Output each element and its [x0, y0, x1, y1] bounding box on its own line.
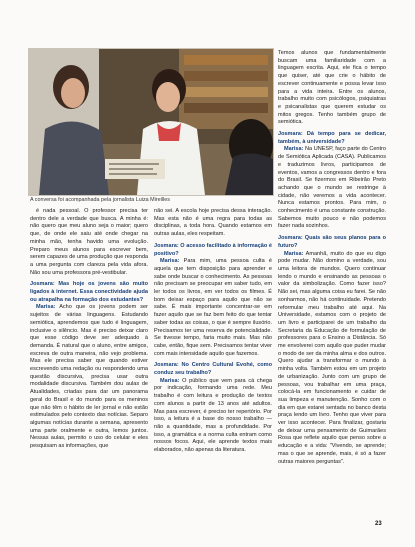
answer-paragraph — [154, 258, 272, 358]
answer-speaker: Marisa: — [284, 146, 304, 153]
column-3-paragraph: Temos alunos que fundamentalmente buscam uma familiaridade com a linguagem escrita. Aqui, ele fica o tempo que quiser, até que crie o hábito de escrever continuamente e possa levar isso para a vida inteira. Entre os alunos, trabalho muito com psicólogos, psiquiatras e psicanalistas que querem estudar os mitos gregos. Tenho também grupo de semiótica. — [278, 50, 386, 126]
answer-text: Para mim, uma pessoa culta é aquela que tem disposição para aprender e sabe onde buscar o conhecimento. As pessoas não precisam se preocupar em saber tudo, em ler todos os livros, em ver todos os filmes. É bom deixar espaço para aquilo que não se sabe. É mais importante concentrar-se em fazer aquilo que se faz bem feito do que tentar saber todas as coisas, o que é sempre ilusório. Precisamos ter uma reserva de potencialidade. Se tivesse tempo, faria muito mais. Mas não cabe, então, fique sem. Precisamos tentar viver com mais intensidade aquilo que fazemos. — [154, 258, 272, 357]
answer-text: Amanhã, muito do que eu digo pode mudar. Não domino a verdade, sou uma leitora de mundos. Quero continuar lendo o mundo e ensinando as pessoas o valor da simbolização. Como fazer isso? Não sei, mas alguma coisa eu farei. Se não sonharmos, não há continuidade. Pretendo reformular meu trabalho até aqui. Na Universidade, estamos com o projeto de um livro e participarei de um trabalho da Secretaria da Educação de formulação de professores para o Ensino a Distância. Só me envolverei com aquilo que puder mudar o modo de ser da minha alma e dos outros. Quero ajudar a transformar o mundo à minha volta. Também estou em um projeto de urbanização. Junto com um grupo de pessoas, vou trabalhar em uma praça, colocá-la em funcionamento e cuidar de sua limpeza e manutenção. Sonho com o dia em que estarei sentada no banco desta praça lendo um livro. Tenho que viver para ver isso acontecer. Para finalizar, gostaria de deixar uma pensamento de Guimarães Rosa que reflete aquilo que penso sobre a educação e a vida: "Vivendo, se aprende; mas o que se aprende, mais, é só a fazer outras maiores perguntas". — [278, 250, 386, 465]
answer-paragraph — [278, 146, 386, 231]
column-2-paragraph: não sei. A escola hoje precisa dessa interação. Mas esta não é uma regra para todas as disciplinas, a toda hora. Quando estamos em outras aulas, eles respeitam. — [154, 208, 272, 238]
question-heading: Josmara: No Centro Cultural Evohé, como conduz seu trabalho? — [154, 362, 272, 377]
answer-paragraph — [154, 378, 272, 455]
interview-photo — [28, 48, 274, 196]
photo-caption: A conversa foi acompanhada pela jornalista Luiza Mireilles — [30, 197, 170, 203]
answer-speaker: Marisa: — [160, 258, 180, 265]
question-heading: Josmara: Quais são seus planos para o futuro? — [278, 235, 386, 249]
question-heading: Josmara: Dá tempo para se dedicar, também, à universidade? — [278, 131, 386, 145]
question-heading: Josmara: Mas hoje os jovens são muito ligados à internet. Essa conectividade ajuda ou atrapalha na formação dos estudantes? — [30, 281, 148, 303]
answer-speaker: Marisa: — [284, 250, 304, 257]
answer-speaker: Marisa: — [36, 304, 56, 311]
column-1 — [30, 208, 148, 451]
answer-paragraph — [30, 304, 148, 450]
interview-photo-illustration — [29, 49, 273, 195]
column-3 — [278, 50, 386, 466]
page-number: 23 — [375, 521, 382, 527]
answer-text: Na UNESP, faço parte do Centro de Semiótica Aplicada (CASA). Publicamos e traduzimos livros, participamos de eventos, vamos a congressos dentro e fora do Brasil. Se fizermos em Ribeirão Preto achando que o mundo se restringe à cidade, não veremos a vida acontecer. Nunca estamos prontos. Para mim, o conhecimento é uma constante construção. Sabemos muito pouco e não podemos fazer nada sozinhos. — [278, 146, 386, 230]
column-2 — [154, 208, 272, 455]
column-1-paragraph: é nada pessoal. O professor precisa ter dentro dele a verdade que busca. A minha é: não quero que meu aluno seja o maior; quero que, de onde ele saiu até onde chegar na minha mão, tenha havido uma evolução. Preparo meus alunos para escrever bem, serem capazes de uma produção que responda a uma pergunta com clareza pela vida afora. Não sou uma professora pré-vestibular. — [30, 208, 148, 276]
answer-paragraph — [278, 251, 386, 467]
question-heading: Josmara: O acesso facilitado à informação é positivo? — [154, 242, 272, 257]
answer-text: O público que vem para cá chega por indicação, formando uma rede. Meu trabalho é com leitura e produção de textos com alunos a partir de 13 anos até adultos. Mas para escrever, é preciso ter repertório. Por isso, a leitura é a base do nosso trabalho — não a quantidade, mas a profundidade. Por isso, a gramática e a norma culta entram como nossos focos. Aqui, ele aprende textos mais elaborados, não apenas da literatura. — [154, 377, 272, 454]
answer-text: Acho que os jovens podem ser sujeitos de várias linguagens. Estudando semiótica, aprendemos que tudo é linguagem, inclusive o silêncio. Mas é preciso deixar claro que esse código deve ser adequado à demanda. É natural que o aluno, entre amigos, escreva de outra maneira, não vejo problema. Mas ele precisa saber que quando estiver escrevendo uma redação ou respondendo uma questão discursiva, precisa usar outra modalidade discursiva. Também dou aulas de Atualidades, criadas para dar um panorama geral do Brasil e do mundo para os meninos que não têm o hábito de ler jornal e não estão estimulados pelo contexto das notícias. Separo algumas notícias durante a semana, apresento uma parte oralmente e outra, lemos juntos. Nessas aulas, permito o uso do celular e eles pesquisam as informações, que — [30, 304, 148, 450]
answer-speaker: Marisa: — [160, 377, 180, 384]
